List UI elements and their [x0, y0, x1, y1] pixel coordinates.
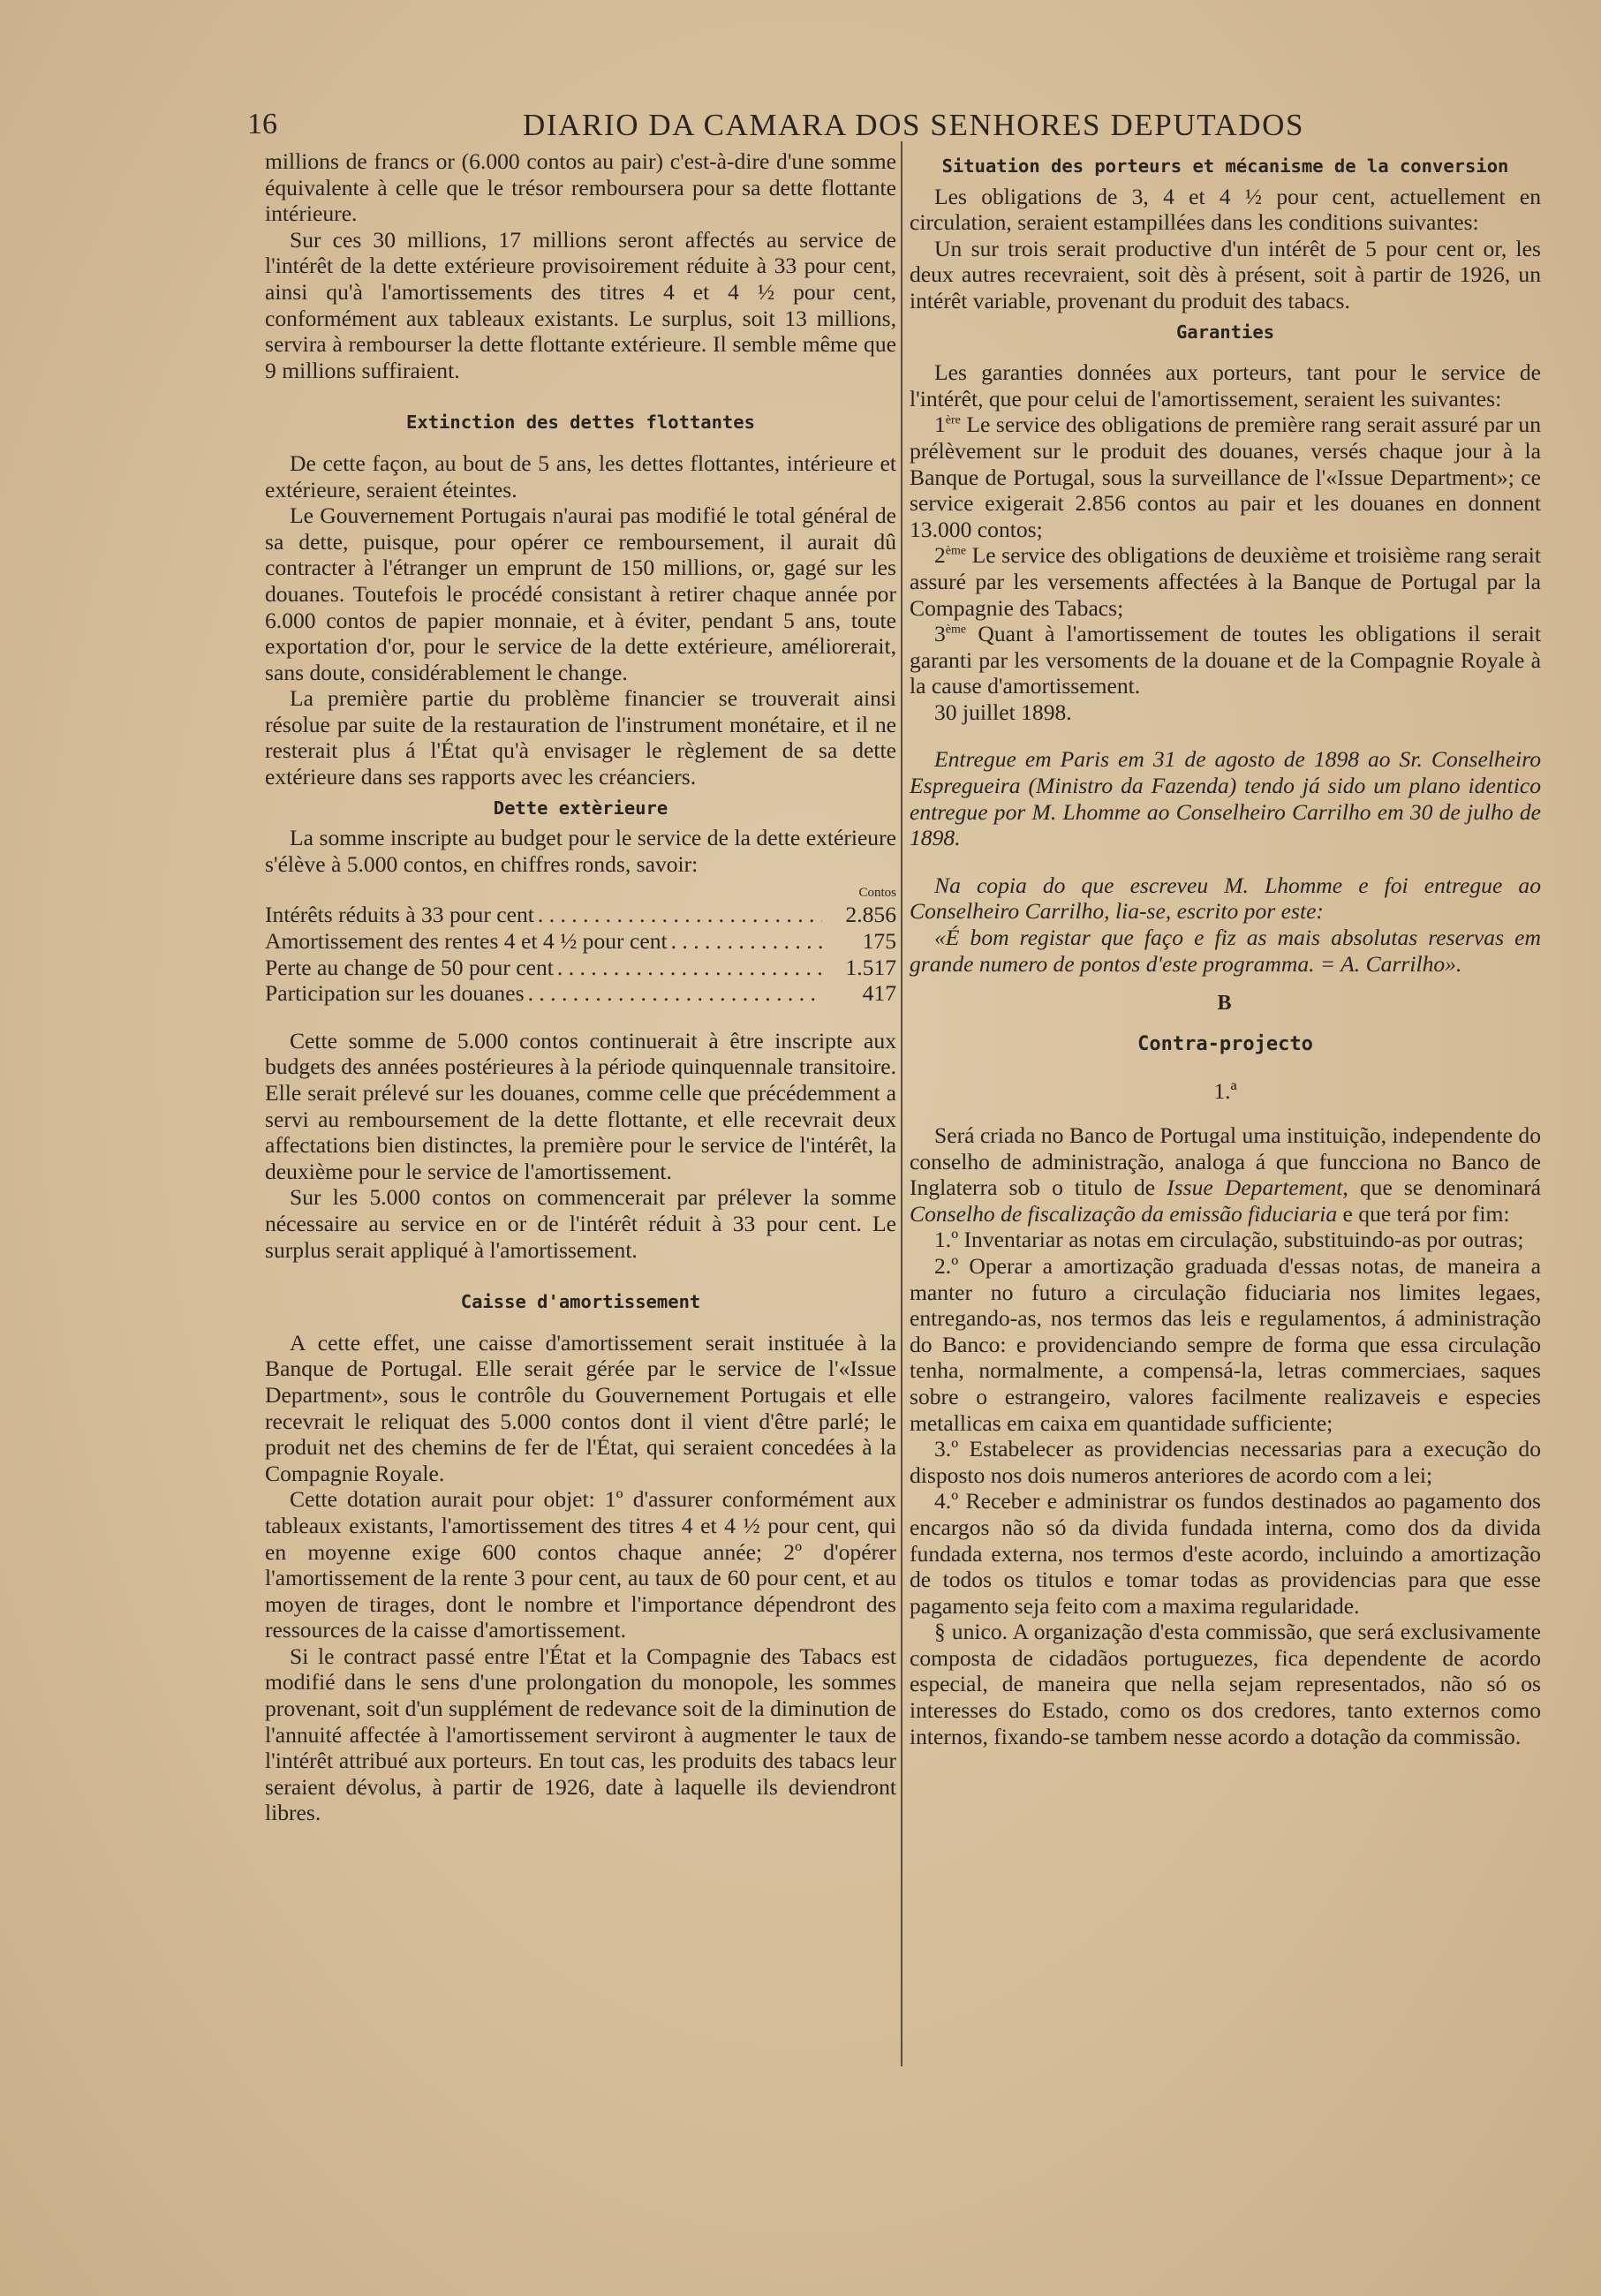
running-title: DIARIO DA CAMARA DOS SENHORES DEPUTADOS: [523, 108, 1305, 142]
paragraph: 1.º Inventariar as notas em circulação, substituindo-as por outras;: [934, 1227, 1524, 1253]
paragraph: § unico. A organização d'esta commissão, que será exclusivamente composta de cidadãos portuguezes, fica dependente de acordo especial, de maneira que nella sejam representados, não só os interesses do Estado, como os dos credores, tanto externos como internos, fixando-se tambem nesse acordo a dotação da commissão.: [910, 1619, 1541, 1749]
paragraph: Cette somme de 5.000 contos continuerait à être inscripte aux budgets des années postérieures à la période quinquennale transitoire. Elle serait prélevé sur les douanes, comme celle que précédemment a servi au remboursement de la dette flottante, et elle recevrait deux affectations bien distinctes, la première pour le service de l'intérêt, la deuxième pour le service de l'amortissement.: [265, 1027, 896, 1184]
annex-letter: B: [1217, 992, 1234, 1016]
debt-table: [265, 902, 896, 1006]
table-row-label: Intérêts réduits à 33 pour cent: [265, 902, 534, 928]
article-number: 1.ª: [1213, 1078, 1237, 1105]
table-row: [265, 928, 896, 955]
paragraph: Un sur trois serait productive d'un intérêt de 5 pour cent or, les deux autres recevraient, soit dès à présent, soit à partir de 1926, un intérêt variable, provenant du produit des tabacs.: [910, 235, 1541, 313]
paragraph: Le Gouvernement Portugais n'aurai pas modifié le total général de sa dette, puisque, pour opérer ce remboursement, il aurait dû contracter à l'étranger un emprunt de 150 millions, or, gagé sur les douanes. Toutefois le procédé consistant à retirer chaque année por 6.000 contos de papier monnaie, et à éviter, pendant 5 ans, toute exportation d'or, pour le service de la dette extérieure, améliorerait, sans doute, considérablement le change.: [265, 502, 896, 685]
text-run: , que se denominará: [1342, 1174, 1541, 1201]
item-number: 1: [934, 412, 946, 438]
table-row-value: 417: [862, 980, 896, 1007]
leader-dots: [557, 955, 822, 981]
item-ordinal: ème: [945, 544, 967, 558]
section-heading: Situation des porteurs et mécanisme de la conversion: [941, 155, 1509, 177]
table-row-label: Perte au change de 50 pour cent: [265, 954, 554, 980]
paragraph: A cette effet, une caisse d'amortissement serait instituée à la Banque de Portugal. Elle serait gérée par le service de l'«Issue Department», sous le contrôle du Gouvernement Portugais et elle recevrait le reliquat des 5.000 contos dont il vient d'être parlé; le produit net des chemins de fer de l'État, qui seraient concedées à la Compagnie Royale.: [265, 1329, 896, 1486]
paragraph: De cette façon, au bout de 5 ans, les dettes flottantes, intérieure et extérieure, seraient éteintes.: [265, 449, 896, 502]
item-number: 3: [934, 621, 946, 647]
table-row-label: Amortissement des rentes 4 et 4 ½ pour cent: [265, 928, 668, 955]
table-row-value: 2.856: [845, 902, 896, 928]
text-run-italic: Issue Departement: [1167, 1174, 1343, 1201]
item-text: Le service des obligations de deuxième et troisième rang serait assuré par les versements affectées à la Banque de Portugal par la Compagnie des Tabacs;: [910, 542, 1541, 621]
paragraph: Si le contract passé entre l'État et la Compagnie des Tabacs est modifié dans le sens d'une prolongation du monopole, les sommes provenant, soit d'un supplément de redevance soit de la diminution de l'annuité affectée à l'amortissement serviront à augmenter le taux de l'intérêt attribué aux porteurs. En tout cas, les produits des tabacs leur seraient dévolus, à partir de 1926, date à laquelle ils deviendront libres.: [265, 1643, 896, 1826]
table-unit-label: Contos: [858, 886, 896, 901]
table-row-value: 175: [862, 928, 896, 955]
paragraph: Les obligations de 3, 4 et 4 ½ pour cent, actuellement en circulation, seraient estampillées dans les conditions suivantes:: [910, 183, 1541, 236]
item-ordinal: ère: [945, 413, 961, 427]
section-heading: Contra-projecto: [1137, 1032, 1313, 1055]
paragraph: 2.º Operar a amortização graduada d'essas notas, de maneira a manter no futuro a circulação fiduciaria nos limites legaes, entregando-as, nos termos das leis e regulamentos, á administração do Banco: e providenciando sempre de forma que essa circulação tenha, normalmente, a compensá-la, letras commerciaes, saques sobre o estrangeiro, valores facilmente realizaveis e especies metallicas em caixa em quantidade sufficiente;: [910, 1252, 1541, 1436]
italic-note: Na copia do que escreveu M. Lhomme e foi entregue ao Conselheiro Carrilho, lia-se, escrito por este:: [910, 872, 1541, 925]
text-run-italic: Conselho de fiscalização da emissão fiduciaria: [910, 1200, 1338, 1227]
paragraph: 4.º Receber e administrar os fundos destinados ao pagamento dos encargos não só da divida fundada interna, como dos da divida fundada externa, nos termos d'este acordo, incluindo a amortização de todos os titulos e tomar todas as providencias para que esse pagamento seja feito com a maxima regularidade.: [910, 1488, 1541, 1619]
text-run: Será criada no Banco de Portugal uma instituição, independente do conselho de administração, analoga á que funcciona no Banco de Inglaterra sob o titulo de: [910, 1122, 1541, 1201]
section-heading: Garanties: [1175, 321, 1275, 343]
paragraph: La somme inscripte au budget pour le service de la dette extérieure s'élève à 5.000 contos, en chiffres ronds, savoir:: [265, 825, 896, 877]
paragraph: [910, 621, 1541, 699]
section-heading: Dette extèrieure: [493, 797, 668, 819]
text-run: e que terá por fim:: [1337, 1200, 1510, 1227]
date-line: 30 juillet 1898.: [934, 699, 1072, 725]
paragraph: Sur ces 30 millions, 17 millions seront affectés au service de l'intérêt de la dette extérieure provisoirement réduite à 33 pour cent, ainsi qu'à l'amortissements des titres 4 et 4 ½ pour cent, conformément aux tableaux existants. Le surplus, soit 13 millions, servira à rembourser la dette flottante extérieure. Il semble même que 9 millions suffiraient.: [265, 226, 896, 383]
page-header: [247, 104, 1537, 147]
paragraph: Cette dotation aurait pour objet: 1º d'assurer conformément aux tableaux existants, l'amortissement des titres 4 et 4 ½ pour cent, qui en moyenne exige 600 contos chaque année; 2º d'opérer l'amortissement de la rente 3 pour cent, au taux de 60 pour cent, et au moyen de tirages, dont le nombre et l'importance dépendront des ressources de la caisse d'amortissement.: [265, 1486, 896, 1643]
paragraph: [910, 412, 1541, 542]
paragraph: 3.º Estabelecer as providencias necessarias para a execução do disposto nos dois numeros anteriores de acordo com a lei;: [910, 1436, 1541, 1488]
right-column: [910, 148, 1541, 1749]
quoted-reservation: «É bom registar que faço e fiz as mais absolutas reservas em grande numero de pontos d'este programma. = A. Carrilho».: [910, 925, 1541, 977]
paragraph: [910, 542, 1541, 621]
leader-dots: [538, 902, 822, 928]
paragraph: La première partie du problème financier se trouverait ainsi résolue par suite de la restauration de l'instrument monétaire, et il ne resterait plus á l'État qu'à envisager le règlement de sa dette extérieure dans ses rapports avec les créanciers.: [265, 685, 896, 790]
paragraph: Les garanties données aux porteurs, tant pour le service de l'intérêt, que pour celui de l'amortissement, seraient les suivantes:: [910, 359, 1541, 412]
leader-dots: [528, 980, 822, 1007]
column-divider: [901, 141, 902, 2066]
table-row: [265, 902, 896, 928]
paragraph: Sur les 5.000 contos on commencerait par prélever la somme nécessaire au service en or de l'intérêt réduit à 33 pour cent. Le surplus serait appliqué à l'amortissement.: [265, 1184, 896, 1263]
paragraph: [910, 1122, 1541, 1227]
item-text: Quant à l'amortissement de toutes les obligations il serait garanti par les versoments de la douane et de la Compagnie Royale à la cause d'amortissement.: [910, 621, 1541, 699]
section-heading: Extinction des dettes flottantes: [406, 412, 755, 434]
italic-note: Entregue em Paris em 31 de agosto de 1898 ao Sr. Conselheiro Espregueira (Ministro da Fazenda) tendo já sido um plano identico entregue por M. Lhomme ao Conselheiro Carrilho em 30 de julho de 1898.: [910, 746, 1541, 851]
leader-dots: [671, 928, 822, 955]
section-heading: Caisse d'amortissement: [460, 1291, 701, 1313]
table-row: [265, 955, 896, 981]
table-row-label: Participation sur les douanes: [265, 980, 525, 1007]
page-number: 16: [247, 108, 277, 140]
item-ordinal: ème: [945, 623, 967, 637]
item-number: 2: [934, 542, 946, 569]
left-column: [265, 148, 896, 1826]
paragraph: millions de francs or (6.000 contos au pair) c'est-à-dire d'une somme équivalente à celle que le trésor remboursera pour sa dette flottante intérieure.: [265, 148, 896, 227]
table-row-value: 1.517: [845, 954, 896, 980]
table-row: [265, 980, 896, 1007]
item-text: Le service des obligations de première rang serait assuré par un prélèvement sur le produit des douanes, versés chaque jour à la Banque de Portugal, sous la surveillance de l'«Issue Department»; ce service exigerait 2.856 contos au pair et les douanes en donnent 13.000 contos;: [910, 412, 1541, 542]
